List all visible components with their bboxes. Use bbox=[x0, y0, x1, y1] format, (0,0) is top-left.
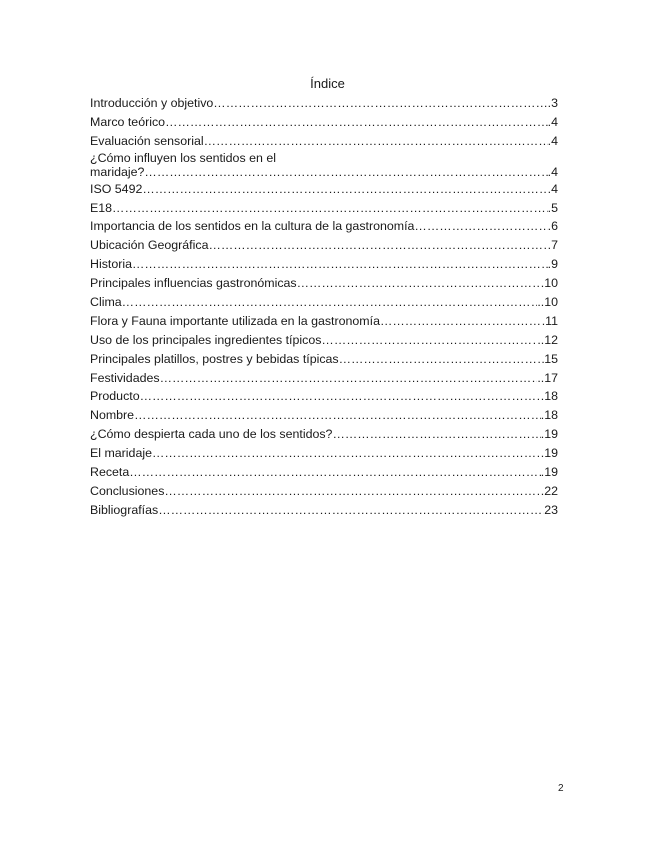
toc-entry-label: Nombre bbox=[90, 408, 135, 423]
toc-entry-page: .11 bbox=[541, 313, 558, 328]
toc-leader-dots bbox=[142, 180, 547, 199]
toc-entry-page: .7 bbox=[547, 238, 558, 253]
toc-entry-label: Producto bbox=[90, 389, 140, 404]
toc-entry-page: 23 bbox=[544, 502, 558, 517]
toc-entry-page: ..10 bbox=[537, 295, 558, 310]
table-of-contents bbox=[90, 94, 558, 520]
toc-leader-dots bbox=[132, 255, 548, 274]
toc-leader-dots bbox=[129, 463, 541, 482]
toc-entry-label: El maridaje bbox=[90, 446, 152, 461]
toc-entry[interactable] bbox=[90, 482, 558, 501]
toc-leader-dots bbox=[321, 331, 537, 350]
toc-entry-page: .19 bbox=[540, 465, 558, 480]
toc-entry[interactable] bbox=[90, 444, 558, 463]
toc-leader-dots bbox=[158, 501, 544, 520]
toc-entry-page: .18 bbox=[540, 389, 558, 404]
toc-entry[interactable] bbox=[90, 501, 558, 520]
toc-leader-dots bbox=[152, 444, 541, 463]
toc-entry-label: Conclusiones bbox=[90, 483, 165, 498]
toc-entry-page: .4 bbox=[547, 165, 558, 180]
page-title: Índice bbox=[310, 76, 345, 91]
toc-entry[interactable] bbox=[90, 255, 558, 274]
toc-entry-page: .4 bbox=[547, 133, 558, 148]
toc-entry-page: .19 bbox=[540, 446, 558, 461]
toc-leader-dots bbox=[204, 132, 548, 151]
toc-leader-dots bbox=[208, 236, 547, 255]
toc-entry-page: .22 bbox=[540, 483, 558, 498]
toc-entry-page: .3 bbox=[547, 96, 558, 110]
toc-entry[interactable] bbox=[90, 293, 558, 312]
toc-entry-page: .4 bbox=[547, 114, 558, 129]
toc-entry-label: Flora y Fauna importante utilizada en la gastronomía bbox=[90, 313, 380, 328]
toc-entry-label: Principales influencias gastronómicas bbox=[90, 276, 297, 291]
toc-entry[interactable] bbox=[90, 132, 558, 151]
toc-entry[interactable] bbox=[90, 331, 558, 350]
toc-entry-page: 15 bbox=[544, 351, 558, 366]
toc-entry-label: Historia bbox=[90, 257, 132, 272]
toc-entry-page: ..12 bbox=[537, 332, 558, 347]
toc-entry[interactable] bbox=[90, 274, 558, 293]
toc-leader-dots bbox=[140, 387, 541, 406]
toc-leader-dots bbox=[165, 113, 548, 132]
toc-leader-dots bbox=[164, 482, 540, 501]
toc-entry[interactable] bbox=[90, 199, 558, 218]
toc-leader-dots bbox=[297, 274, 541, 293]
toc-entry-label-first-line: ¿Cómo influyen los sentidos en el bbox=[90, 150, 276, 165]
toc-leader-dots bbox=[213, 94, 547, 113]
toc-entry-page: .4 bbox=[547, 181, 558, 196]
toc-entry-label: ¿Cómo despierta cada uno de los sentidos? bbox=[90, 427, 333, 442]
toc-entry-page: ..17 bbox=[537, 370, 558, 385]
toc-entry[interactable] bbox=[90, 151, 558, 180]
toc-entry[interactable] bbox=[90, 236, 558, 255]
toc-entry-label: Clima bbox=[90, 295, 122, 310]
toc-entry-label: Marco teórico bbox=[90, 114, 166, 129]
toc-entry-label: Receta bbox=[90, 465, 130, 480]
toc-entry[interactable] bbox=[90, 463, 558, 482]
toc-entry-label: Importancia de los sentidos en la cultura de la gastronomía bbox=[90, 219, 415, 234]
toc-leader-dots bbox=[414, 217, 547, 236]
toc-entry-page: .9 bbox=[547, 257, 558, 272]
toc-entry-page: .10 bbox=[540, 276, 558, 291]
toc-entry[interactable] bbox=[90, 94, 558, 113]
toc-entry[interactable] bbox=[90, 113, 558, 132]
toc-leader-dots bbox=[332, 425, 540, 444]
toc-entry-label: Uso de los principales ingredientes típicos bbox=[90, 332, 322, 347]
toc-leader-dots bbox=[122, 293, 538, 312]
toc-entry-label: Ubicación Geográfica bbox=[90, 238, 209, 253]
toc-entry[interactable] bbox=[90, 369, 558, 388]
toc-entry-label: E18 bbox=[90, 200, 113, 215]
toc-entry[interactable] bbox=[90, 180, 558, 199]
toc-entry-label: Introducción y objetivo bbox=[90, 96, 214, 110]
toc-entry-page: .18 bbox=[540, 408, 558, 423]
toc-leader-dots bbox=[160, 369, 538, 388]
toc-entry-label: Evaluación sensorial bbox=[90, 133, 204, 148]
toc-entry-label: Bibliografías bbox=[90, 502, 159, 517]
toc-entry-label: Principales platillos, postres y bebidas típicas bbox=[90, 351, 339, 366]
toc-leader-dots bbox=[339, 350, 545, 369]
toc-entry-label: Festividades bbox=[90, 370, 160, 385]
toc-entry[interactable] bbox=[90, 406, 558, 425]
toc-leader-dots bbox=[144, 165, 547, 180]
toc-entry-label: maridaje? bbox=[90, 165, 145, 180]
toc-entry[interactable] bbox=[90, 312, 558, 331]
page-number: 2 bbox=[558, 783, 564, 794]
toc-entry[interactable] bbox=[90, 425, 558, 444]
toc-leader-dots bbox=[134, 406, 541, 425]
toc-entry[interactable] bbox=[90, 350, 558, 369]
toc-entry[interactable] bbox=[90, 217, 558, 236]
toc-leader-dots bbox=[112, 199, 548, 218]
toc-entry[interactable] bbox=[90, 387, 558, 406]
toc-entry-label: ISO 5492 bbox=[90, 181, 143, 196]
toc-entry-page: .6 bbox=[547, 219, 558, 234]
toc-entry-page: .19 bbox=[540, 427, 558, 442]
toc-entry-page: .5 bbox=[547, 200, 558, 215]
toc-leader-dots bbox=[380, 312, 542, 331]
